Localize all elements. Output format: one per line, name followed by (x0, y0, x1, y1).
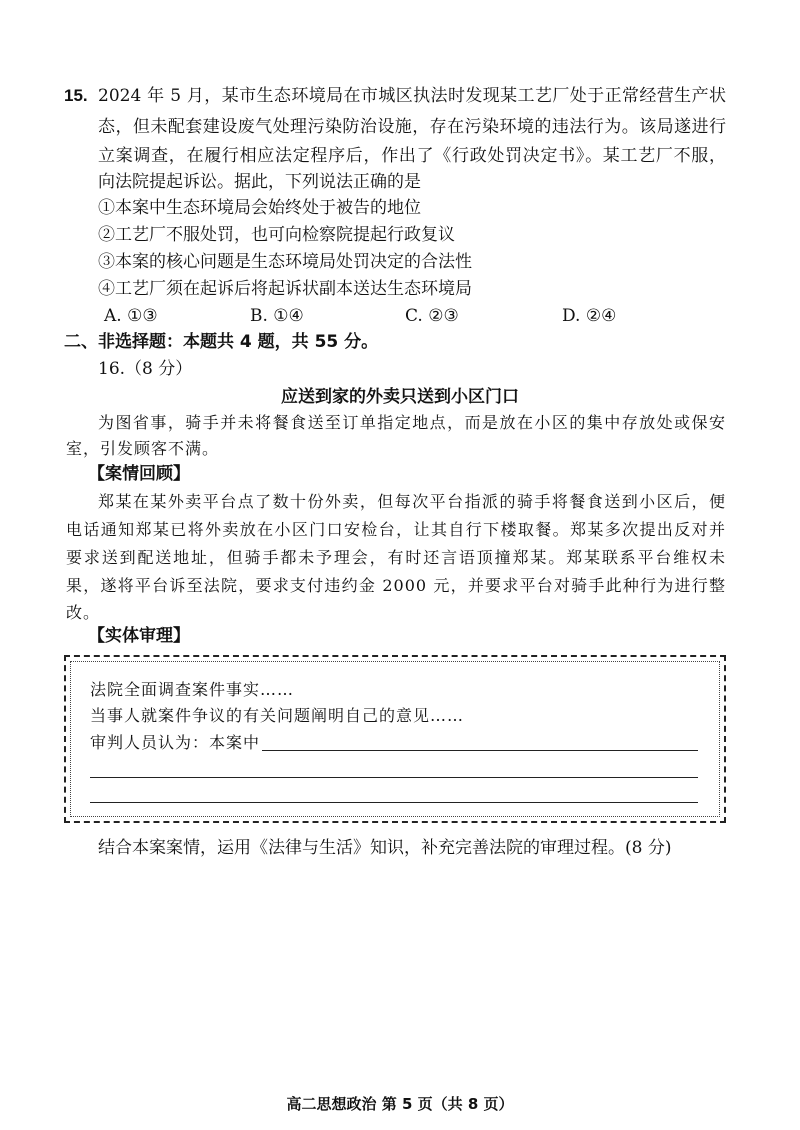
q15-number: 15. (64, 86, 88, 105)
entity-review-heading: 【实体审理】 (88, 626, 190, 646)
q15-option-d: D. ②④ (562, 306, 617, 326)
case-line-4: 果，遂将平台诉至法院，要求支付违约金 2000 元，并要求平台对骑手此种行为进行整 (66, 576, 726, 595)
q15-statement-2: ②工艺厂不服处罚，也可向检察院提起行政复议 (98, 225, 455, 245)
case-review-heading: 【案情回顾】 (88, 464, 190, 484)
q15-option-a: A. ①③ (104, 306, 158, 326)
q15-statement-4: ④工艺厂须在起诉后将起诉状副本送达生态环境局 (98, 279, 472, 299)
q16-number: 16.（8 分） (98, 359, 193, 379)
q15-stem-line-4: 向法院提起诉讼。据此，下列说法正确的是 (98, 172, 421, 192)
q15-option-c: C. ②③ (405, 306, 459, 326)
answer-blank-line-2[interactable] (90, 777, 698, 778)
page-footer: 高二思想政治 第 5 页（共 8 页） (286, 1095, 514, 1113)
q15-statement-3: ③本案的核心问题是生态环境局处罚决定的合法性 (98, 252, 472, 272)
section-heading: 二、非选择题：本题共 4 题，共 55 分。 (64, 332, 379, 352)
box-line-3: 审判人员认为：本案中 (90, 733, 261, 752)
q15-stem-line-1: 2024 年 5 月，某市生态环境局在市城区执法时发现某工艺厂处于正常经营生产状 (98, 86, 726, 106)
case-line-3: 要求送到配送地址，但骑手都未予理会，有时还言语顶撞郑某。郑某联系平台维权未 (66, 548, 726, 567)
case-line-2: 电话通知郑某已将外卖放在小区门口安检台，让其自行下楼取餐。郑某多次提出反对并 (66, 520, 726, 539)
q15-stem-line-3: 立案调查，在履行相应法定程序后，作出了《行政处罚决定书》。某工艺厂不服， (98, 146, 726, 166)
q16-task: 结合本案案情，运用《法律与生活》知识，补充完善法院的审理过程。(8 分) (98, 838, 672, 858)
q15-statement-1: ①本案中生态环境局会始终处于被告的地位 (98, 198, 421, 218)
answer-blank-line-3[interactable] (90, 802, 698, 803)
q16-intro-line-2: 室，引发顾客不满。 (66, 439, 220, 458)
q15-stem-line-2: 态，但未配套建设废气处理污染防治设施，存在污染环境的违法行为。该局遂进行 (98, 117, 726, 137)
box-line-2: 当事人就案件争议的有关问题阐明自己的意见…… (90, 706, 465, 725)
q16-title: 应送到家的外卖只送到小区门口 (281, 387, 519, 407)
case-line-5: 改。 (66, 603, 101, 622)
case-line-1: 郑某在某外卖平台点了数十份外卖，但每次平台指派的骑手将餐食送到小区后，便 (98, 492, 726, 511)
answer-blank-line-1[interactable] (262, 750, 698, 751)
q15-option-b: B. ①④ (250, 306, 304, 326)
box-line-1: 法院全面调查案件事实…… (90, 680, 295, 699)
q16-intro-line-1: 为图省事，骑手并未将餐食送至订单指定地点，而是放在小区的集中存放处或保安 (98, 413, 726, 432)
